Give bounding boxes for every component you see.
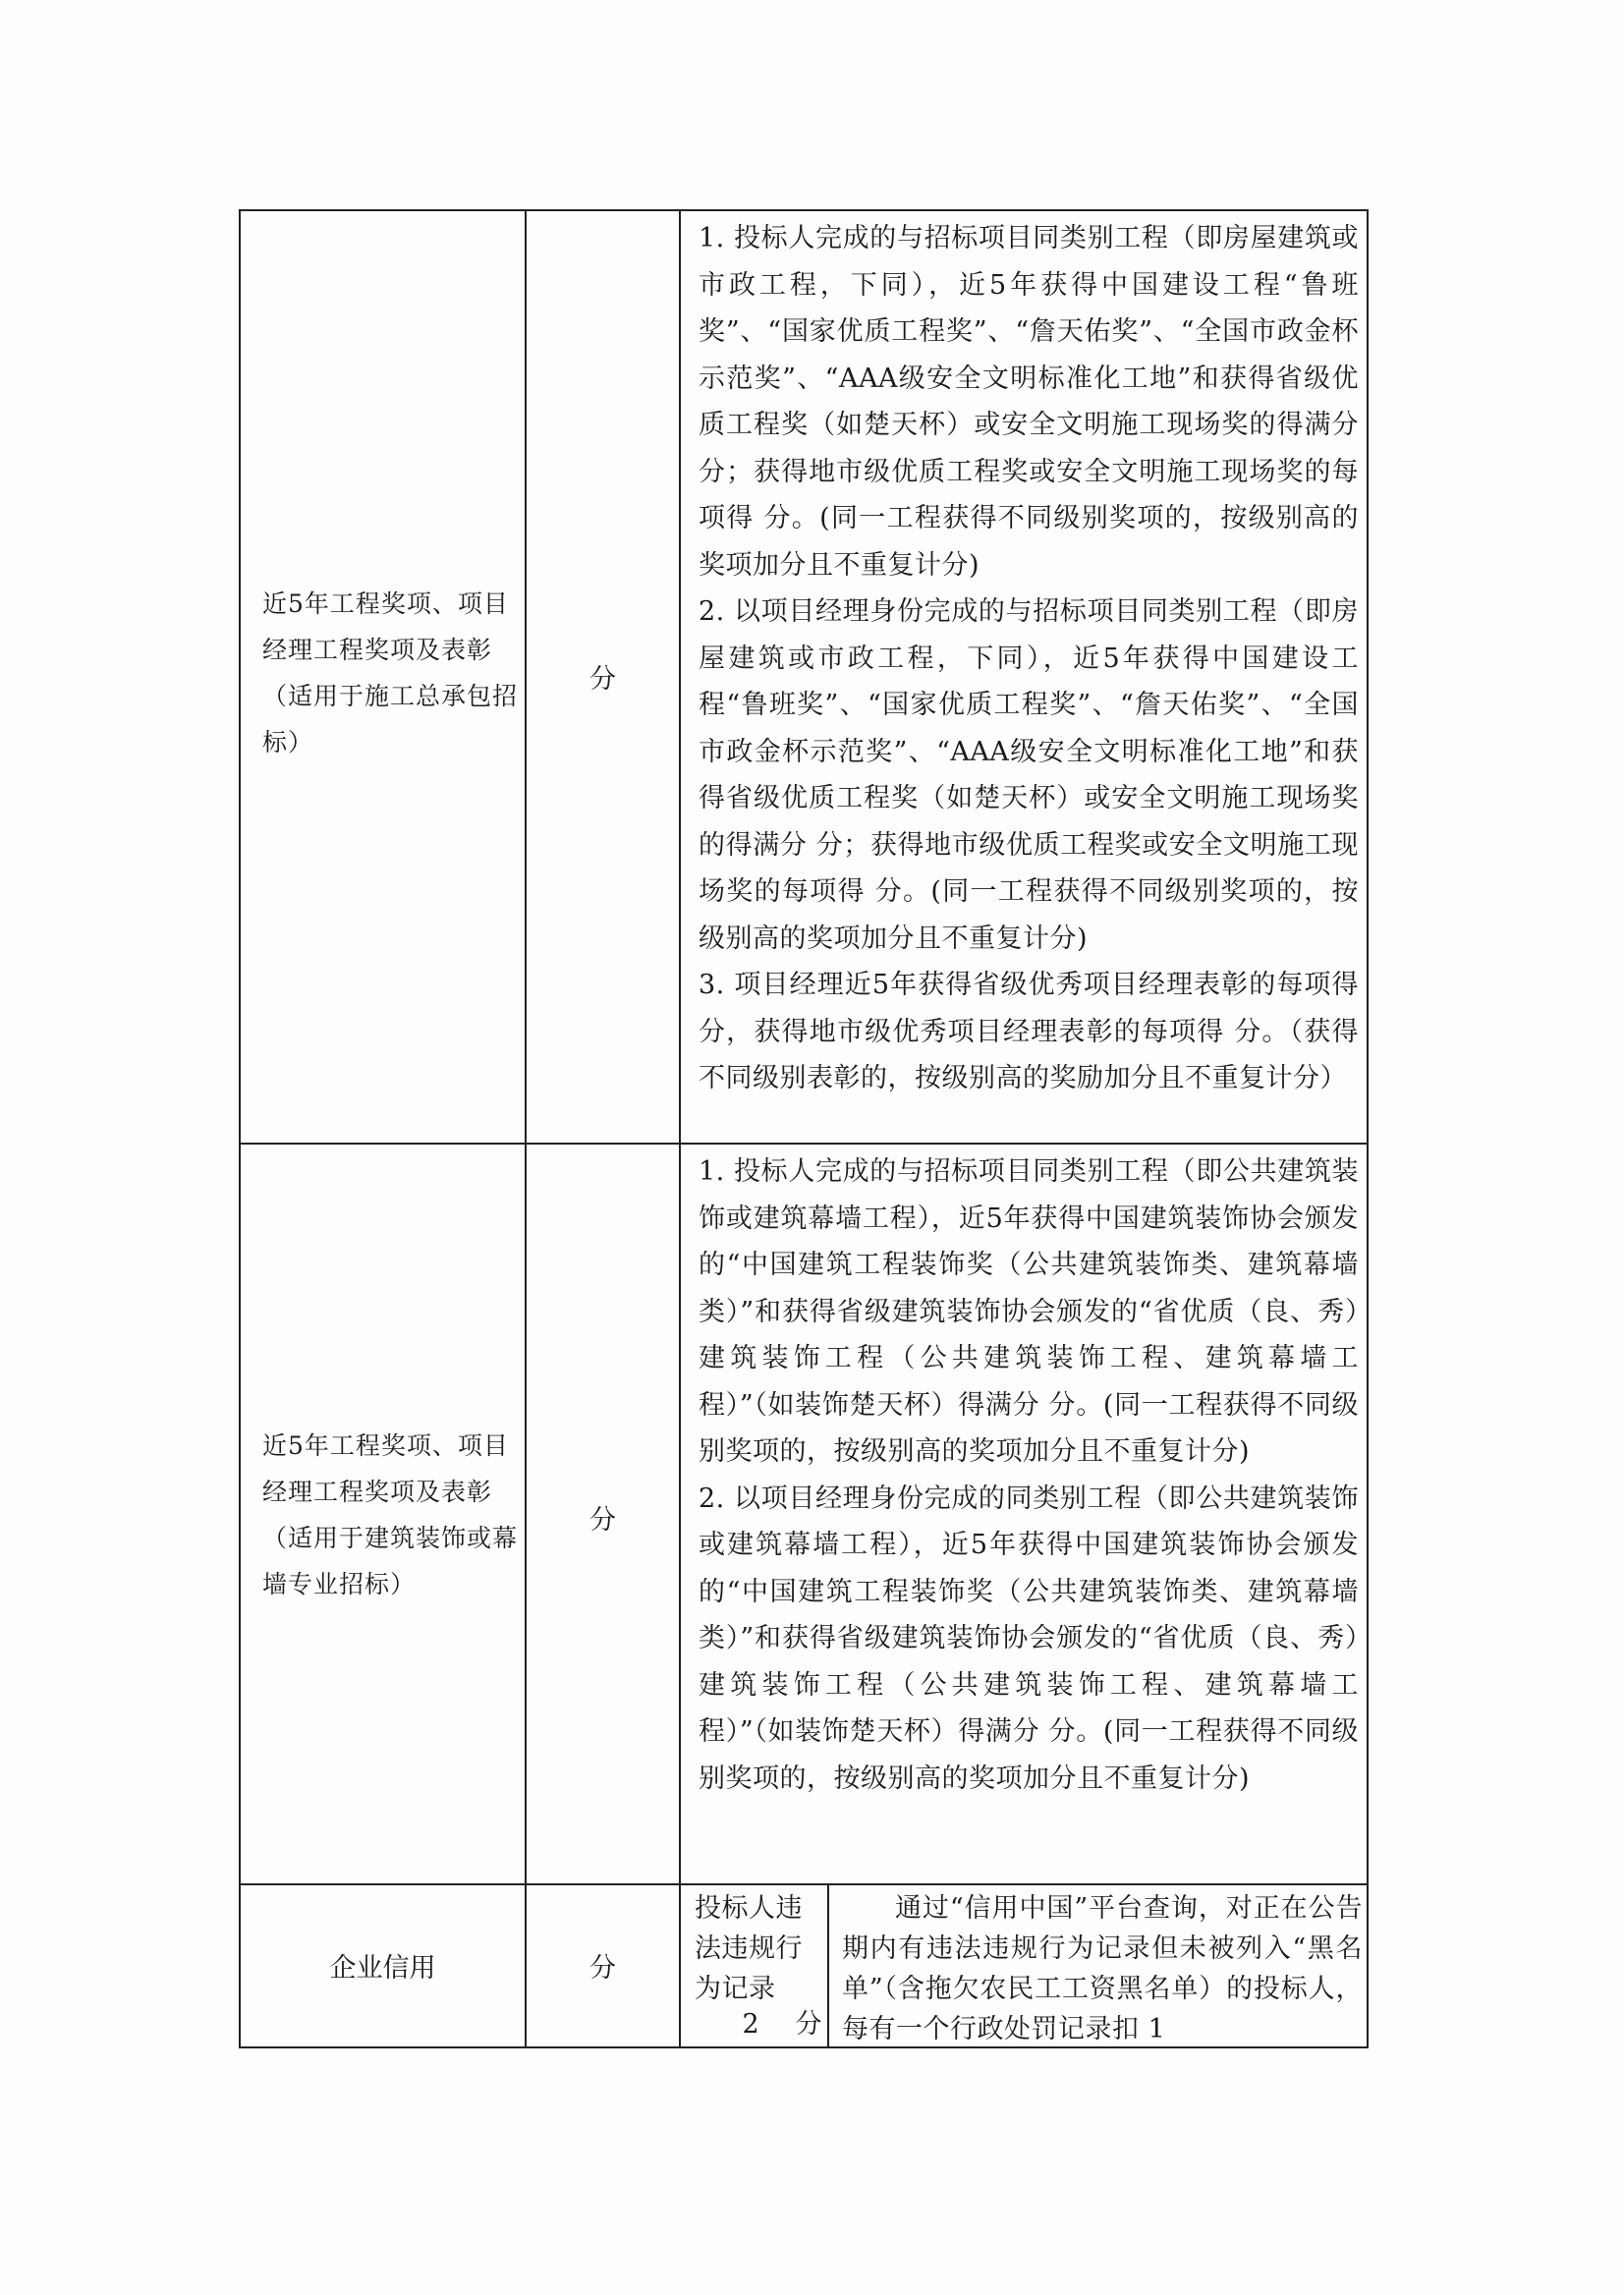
sub-item-detail: 通过“信用中国”平台查询，对正在公告期内有违法违规行为记录但未被列入“黑名单”（含拖欠农民工工资黑名单）的投标人，每有一个行政处罚记录扣 1 xyxy=(842,1893,1363,2044)
criterion-label: 企业信用 xyxy=(329,1953,436,1984)
score-cell: 分 xyxy=(589,1505,616,1536)
criterion-label: 近5年工程奖项、项目经理工程奖项及表彰（适用于施工总承包招标） xyxy=(262,589,519,756)
sub-item-label: 投标人违法违规行为记录 xyxy=(695,1893,803,2004)
criterion-description xyxy=(699,215,1359,1102)
criterion-label: 近5年工程奖项、项目经理工程奖项及表彰（适用于建筑装饰或幕墙专业招标） xyxy=(262,1431,519,1598)
table-divider xyxy=(525,211,527,2046)
list-item: 1. 投标人完成的与招标项目同类别工程（即房屋建筑或市政工程，下同），近5年获得中国建设工程“鲁班奖”、“国家优质工程奖”、“詹天佑奖”、“全国市政金杯示范奖”、“AAA级安全文明标准化工地”和获得省级优质工程奖（如楚天杯）或安全文明施工现场奖的得满分 分；获得地市级优质工程奖或安全文明施工现场奖的每项得 分。(同一工程获得不同级别奖项的，按级别高的奖项加分且不重复计分) xyxy=(699,223,1359,581)
list-item: 1. 投标人完成的与招标项目同类别工程（即公共建筑装饰或建筑幕墙工程），近5年获得中国建筑装饰协会颁发的“中国建筑工程装饰奖（公共建筑装饰类、建筑幕墙类）”和获得省级建筑装饰协会颁发的“省优质（良、秀）建筑装饰工程（公共建筑装饰工程、建筑幕墙工程）”（如装饰楚天杯）得满分 分。(同一工程获得不同级别奖项的，按级别高的奖项加分且不重复计分) xyxy=(699,1156,1359,1467)
table-divider xyxy=(827,1885,829,2046)
table-divider xyxy=(679,211,681,2046)
scoring-table xyxy=(239,209,1369,2048)
list-item: 2. 以项目经理身份完成的同类别工程（即公共建筑装饰或建筑幕墙工程），近5年获得中国建筑装饰协会颁发的“中国建筑工程装饰奖（公共建筑装饰类、建筑幕墙类）”和获得省级建筑装饰协会颁发的“省优质（良、秀）建筑装饰工程（公共建筑装饰工程、建筑幕墙工程）”（如装饰楚天杯）得满分 分。(同一工程获得不同级别奖项的，按级别高的奖项加分且不重复计分) xyxy=(699,1483,1359,1794)
list-item: 3. 项目经理近5年获得省级优秀项目经理表彰的每项得 分，获得地市级优秀项目经理表彰的每项得 分。（获得不同级别表彰的，按级别高的奖励加分且不重复计分） xyxy=(699,970,1359,1093)
score-cell: 分 xyxy=(589,1953,616,1984)
criterion-description xyxy=(699,1148,1359,1802)
score-cell: 分 xyxy=(589,664,616,695)
list-item: 2. 以项目经理身份完成的与招标项目同类别工程（即房屋建筑或市政工程，下同），近5年获得中国建设工程“鲁班奖”、“国家优质工程奖”、“詹天佑奖”、“全国市政金杯示范奖”、“AAA级安全文明标准化工地”和获得省级优质工程奖（如楚天杯）或安全文明施工现场奖的得满分 分；获得地市级优质工程奖或安全文明施工现场奖的每项得 分。(同一工程获得不同级别奖项的，按级别高的奖项加分且不重复计分) xyxy=(699,596,1359,954)
table-divider xyxy=(241,1143,1367,1145)
sub-item-score: 2 分 xyxy=(742,2009,822,2040)
table-divider xyxy=(241,1883,1367,1885)
